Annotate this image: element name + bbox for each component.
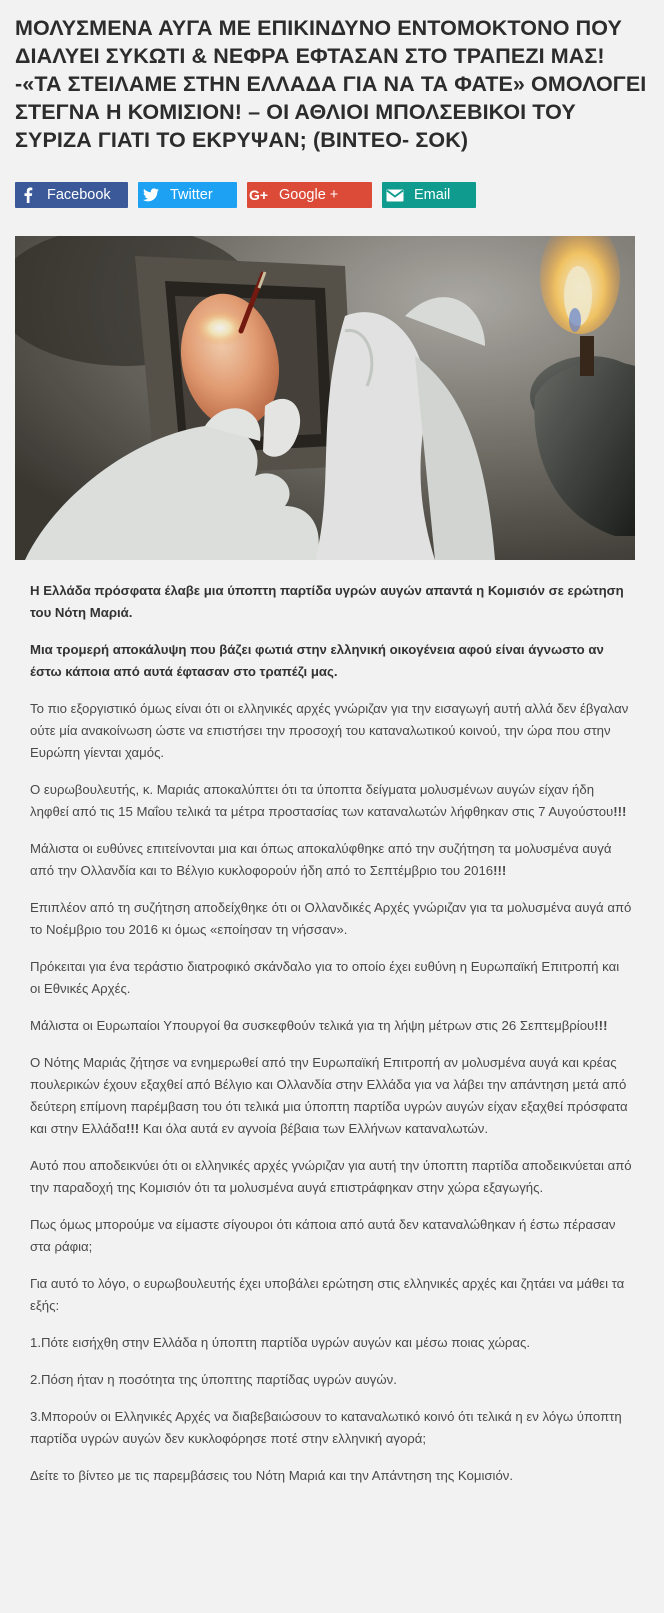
article-photo: [15, 236, 635, 560]
paragraph: Πρόκειται για ένα τεράστιο διατροφικό σκάνδαλο για το οποίο έχει ευθύνη η Ευρωπαϊκή Επιτροπή και οι Εθνικές Αρχές.: [30, 959, 620, 996]
google-plus-share-button[interactable]: [247, 182, 372, 208]
lead-paragraph: Η Ελλάδα πρόσφατα έλαβε μια ύποπτη παρτίδα υγρών αυγών απαντά η Κομισιόν σε ερώτηση του Νότη Μαριά.: [30, 583, 624, 620]
twitter-share-label: Twitter: [170, 187, 213, 203]
paragraph-text: Και όλα αυτά εν αγνοία βέβαια των Ελλήνων καταναλωτών.: [139, 1121, 489, 1136]
exclamation-mark: !!!: [613, 804, 627, 819]
paragraph: Πως όμως μπορούμε να είμαστε σίγουροι ότι κάποια από αυτά δεν καταναλώθηκαν ή έστω πέρασαν στα ράφια;: [30, 1217, 616, 1254]
paragraph-text: Ο ευρωβουλευτής, κ. Μαριάς αποκαλύπτει ότι τα ύποπτα δείγματα μολυσμένων αυγών είχαν ήδη ληφθεί από τις 15 Μαΐου τελικά τα μέτρα προστασίας των καταναλωτών λήφθηκαν στις 7 Αυγούστου: [30, 782, 614, 819]
lead-paragraph-2: Μια τρομερή αποκάλυψη που βάζει φωτιά στην ελληνική οικογένεια αφού είναι άγνωστο αν έστω κάποια από αυτά έφτασαν στο τραπέζι μας.: [30, 642, 604, 679]
twitter-share-button[interactable]: [138, 182, 237, 208]
paragraph-text: Ο Νότης Μαριάς ζήτησε να ενημερωθεί από την Ευρωπαϊκή Επιτροπή αν μολυσμένα αυγά και κρέας πουλερικών έχουν εξαχθεί από Βέλγιο και Ολλανδία στην Ελλάδα για να λάβει την απάντηση μετά από δεύτερη επίμονη παρέμβαση του ότι τελικά μια ύποπτη παρτίδα υγρών αυγών είχαν εξαχθεί πρόσφατα και στην Ελλάδα: [30, 1055, 628, 1136]
facebook-icon: [15, 182, 41, 208]
list-item: 2.Πόση ήταν η ποσότητα της ύποπτης παρτίδας υγρών αυγών.: [30, 1372, 397, 1387]
paragraph: Το πιο εξοργιστικό όμως είναι ότι οι ελληνικές αρχές γνώριζαν για την εισαγωγή αυτή αλλά δεν έβγαλαν ούτε μία ανακοίνωση ώστε να επιστήσει την προσοχή του καταναλωτικού κοινού, την ώρα που στην Ευρώπη γίενται χαμός.: [30, 701, 629, 760]
facebook-share-label: Facebook: [47, 187, 111, 203]
paragraph: Δείτε το βίντεο με τις παρεμβάσεις του Νότη Μαριά και την Απάντηση της Κομισιόν.: [30, 1468, 514, 1483]
list-item: 1.Πότε εισήχθη στην Ελλάδα η ύποπτη παρτίδα υγρών αυγών και μέσω ποιας χώρας.: [30, 1335, 531, 1350]
share-bar: [15, 182, 649, 208]
email-share-label: Email: [414, 187, 451, 203]
paragraph-text: Μάλιστα οι ευθύνες επιτείνονται μια και όπως αποκαλύφθηκε από την συζήτηση τα μολυσμένα αυγά από την Ολλανδία και το Βέλγιο κυκλοφορούν ήδη από το Σεπτέμβριο του 2016: [30, 841, 612, 878]
envelope-icon: [382, 182, 408, 208]
paragraph: Για αυτό το λόγο, ο ευρωβουλευτής έχει υποβάλει ερώτηση στις ελληνικές αρχές και ζητάει να μάθει τα εξής:: [30, 1276, 625, 1313]
paragraph: Επιπλέον από τη συζήτηση αποδείχθηκε ότι οι Ολλανδικές Αρχές γνώριζαν για τα μολυσμένα αυγά από το Νοέμβριο του 2016 κι όμως «εποίησαν τη νήσσαν».: [30, 900, 632, 937]
list-item: 3.Μπορούν οι Ελληνικές Αρχές να διαβεβαιώσουν το καταναλωτικό κοινό ότι τελικά η εν λόγω ύποπτη παρτίδα υγρών αυγών δεν κυκλοφόρησε ποτέ στην ελληνική αγορά;: [30, 1409, 622, 1446]
exclamation-mark: !!!: [125, 1121, 140, 1136]
twitter-icon: [138, 182, 164, 208]
exclamation-mark: !!!: [594, 1018, 608, 1033]
article-body: [15, 580, 649, 1487]
paragraph: [30, 779, 633, 823]
email-share-button[interactable]: [382, 182, 476, 208]
google-plus-icon: [247, 182, 273, 208]
paragraph: [30, 838, 633, 882]
article-title: ΜΟΛΥΣΜΕΝΑ ΑΥΓΑ ΜΕ ΕΠΙΚΙΝΔΥΝΟ ΕΝΤΟΜΟΚΤΟΝΟ ΠΟΥ ΔΙΑΛΥΕΙ ΣΥΚΩΤΙ & ΝΕΦΡΑ ΕΦΤΑΣΑΝ ΣΤΟ ΤΡΑΠΕΖΙ ΜΑΣ! -«ΤΑ ΣΤΕΙΛΑΜΕ ΣΤΗΝ ΕΛΛΑΔΑ ΓΙΑ ΝΑ ΤΑ ΦΑΤΕ» ΟΜΟΛΟΓΕΙ ΣΤΕΓΝΑ Η ΚΟΜΙΣΙΟΝ! – ΟΙ ΑΘΛΙΟΙ ΜΠΟΛΣΕΒΙΚΟΙ ΤΟΥ ΣΥΡΙΖΑ ΓΙΑΤΙ ΤΟ ΕΚΡΥΨΑΝ; (ΒΙΝΤΕΟ- ΣΟΚ): [15, 16, 647, 152]
facebook-share-button[interactable]: [15, 182, 128, 208]
google-plus-share-label: Google +: [279, 187, 339, 203]
paragraph: [30, 1052, 633, 1140]
svg-text:G+: G+: [249, 188, 269, 202]
paragraph-text: Μάλιστα οι Ευρωπαίοι Υπουργοί θα συσκεφθούν τελικά για τη λήψη μέτρων στις 26 Σεπτεμβρίου: [30, 1018, 595, 1033]
paragraph: [30, 1015, 633, 1037]
exclamation-mark: !!!: [493, 863, 507, 878]
paragraph: Αυτό που αποδεικνύει ότι οι ελληνικές αρχές γνώριζαν για αυτή την ύποπτη παρτίδα αποδεικνύεται από την παραδοχή της Κομισιόν ότι τα μολυσμένα αυγά επιστράφηκαν στην χώρα εξαγωγής.: [30, 1158, 632, 1195]
